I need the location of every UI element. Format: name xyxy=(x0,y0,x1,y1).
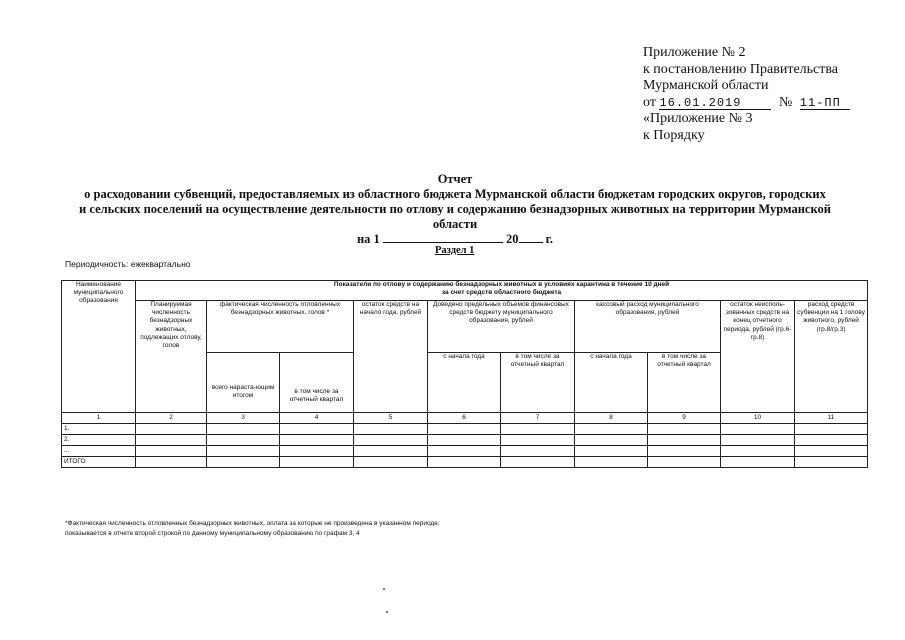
row-label: 2. xyxy=(62,435,136,446)
header-col-7: в том числе за отчетный квартал xyxy=(501,353,575,413)
report-table xyxy=(61,280,868,468)
column-number: 2 xyxy=(136,413,207,424)
header-col-5: остаток средств на начало года, рублей xyxy=(354,301,428,413)
table-row-total xyxy=(62,457,868,468)
column-numbers-row xyxy=(62,413,868,424)
appendix-date-line xyxy=(643,95,850,112)
scan-speck xyxy=(386,611,388,613)
column-number: 4 xyxy=(280,413,354,424)
date-prefix: от xyxy=(643,94,656,110)
footnote-line-2: показывается в отчете второй строкой по данному муниципальному образованию по графам 3, 4 xyxy=(65,530,360,537)
appendix-line-6: к Порядку xyxy=(643,127,705,143)
number-value: 11-ПП xyxy=(800,97,850,110)
column-number: 3 xyxy=(207,413,280,424)
header-group-subtitle: за счет средств областного бюджета xyxy=(441,289,562,297)
periodicity-text: Периодичность: ежеквартально xyxy=(65,259,191,269)
number-prefix: № xyxy=(778,94,793,110)
column-number: 7 xyxy=(501,413,575,424)
column-number: 11 xyxy=(795,413,868,424)
header-col-3-4: фактическая численность отловленных безнадзорных животных, голов * xyxy=(207,301,354,353)
section-title: Раздел 1 xyxy=(435,245,475,256)
footnote-line-1: *Фактическая численность отловленных безнадзорных животных, оплата за которые не произведена в указанном периоде, xyxy=(65,520,440,527)
table-row xyxy=(62,446,868,457)
header-municipality: Наименование муниципального образования xyxy=(62,281,136,413)
period-year-blank xyxy=(519,232,543,243)
header-col-6: с начала года xyxy=(428,353,501,413)
header-col-4: в том числе за отчетный квартал xyxy=(280,353,354,413)
header-col-3: всего нараста-ющим итогом xyxy=(207,353,280,413)
date-value: 16.01.2019 xyxy=(659,97,771,110)
header-col-10: остаток неисполь-зованных средств на конец отчетного периода, рублей (гр.6-гр.8) xyxy=(721,301,795,413)
period-suffix: г. xyxy=(545,232,554,246)
scan-speck xyxy=(383,588,385,590)
period-prefix: на 1 xyxy=(356,232,380,246)
report-title-line-3: области xyxy=(432,217,478,231)
appendix-line-2: к постановлению Правительства xyxy=(643,61,839,77)
header-col-8-9: кассовый расход муниципального образования, рублей xyxy=(575,301,721,353)
table-row xyxy=(62,435,868,446)
column-number: 9 xyxy=(648,413,721,424)
header-col-6-7: Доведено предельных объемов финансовых средств бюджету муниципального образования, рублей xyxy=(428,301,575,353)
footnote xyxy=(65,519,440,539)
report-title-line-2: и сельских поселений на осуществление деятельности по отлову и содержанию безнадзорных животных на территории Мурманской xyxy=(79,202,831,216)
report-heading: Отчет xyxy=(437,172,473,186)
column-number: 1 xyxy=(62,413,136,424)
header-col-2: Планируемая численность безнадзорных животных, подлежащих отлову, голов xyxy=(136,301,207,413)
header-group-title: Показатели по отлову и содержанию безнадзорных животных в условиях карантина в течение 10 дней xyxy=(333,281,670,288)
appendix-line-3: Мурманской области xyxy=(643,78,769,93)
period-year-prefix: 20 xyxy=(506,232,519,246)
column-number: 6 xyxy=(428,413,501,424)
appendix-line-5: «Приложение № 3 xyxy=(643,111,753,126)
column-number: 10 xyxy=(721,413,795,424)
report-title-line-1: о расходовании субвенций, предоставляемых из областного бюджета Мурманской области бюджетам городских округов, городских xyxy=(84,187,826,201)
appendix-line-1: Приложение № 2 xyxy=(643,45,746,60)
report-title xyxy=(60,172,850,247)
row-label-total: ИТОГО xyxy=(62,457,136,468)
header-col-8: с начала года xyxy=(575,353,648,413)
header-col-9: в том числе за отчетный квартал xyxy=(648,353,721,413)
table-row xyxy=(62,424,868,435)
column-number: 8 xyxy=(575,413,648,424)
header-col-11: расход средств субвенции на 1 голову животного, рублей (гр.8/гр.3) xyxy=(795,301,868,413)
header-group xyxy=(136,281,868,301)
appendix-block xyxy=(643,45,850,144)
row-label: ... xyxy=(62,446,136,457)
row-label: 1. xyxy=(62,424,136,435)
column-number: 5 xyxy=(354,413,428,424)
period-date-blank xyxy=(383,232,503,243)
